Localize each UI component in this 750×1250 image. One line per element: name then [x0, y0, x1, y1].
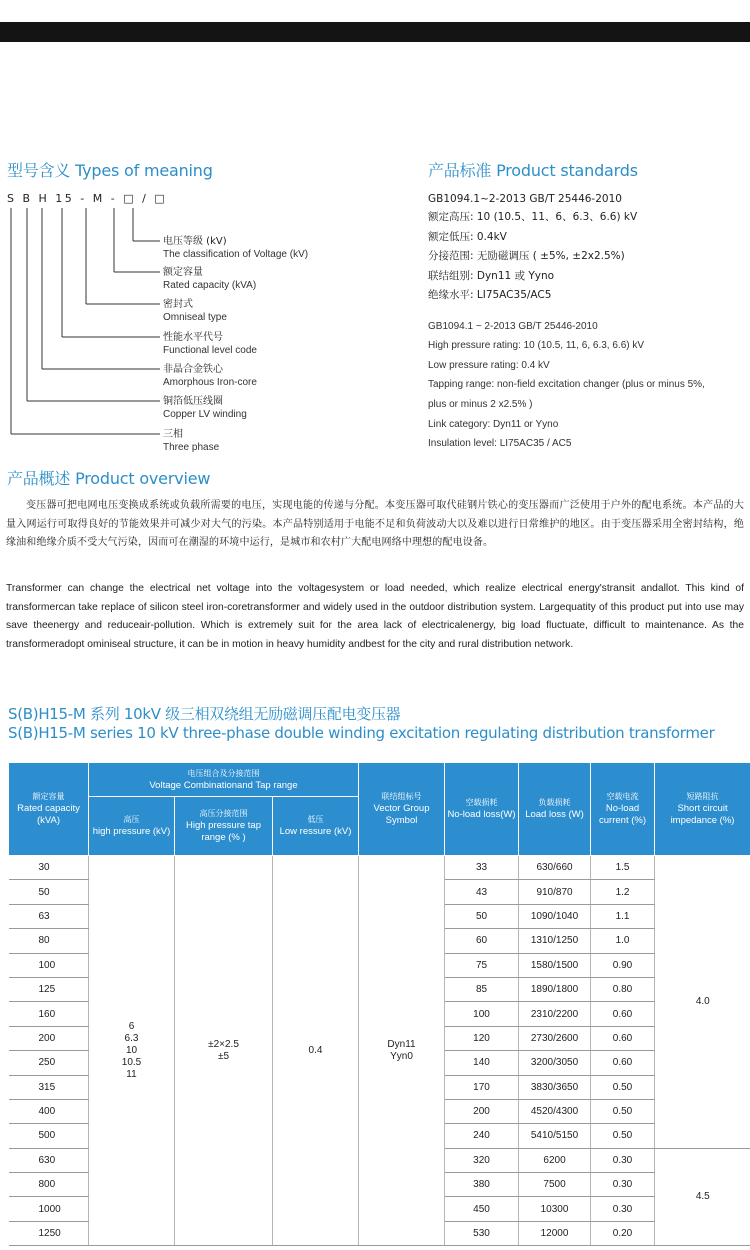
- series-title-cn: S(B)H15-M 系列 10kV 级三相双绕组无励磁调压配电变压器: [8, 705, 401, 723]
- cell-noload-loss: 140: [445, 1051, 519, 1075]
- cell-lv-value: 0.4: [273, 856, 359, 1246]
- cell-capacity: 160: [9, 1002, 89, 1026]
- model-code-diagram: [0, 0, 330, 460]
- cell-noload-current: 0.60: [591, 1051, 655, 1075]
- cell-noload-current: 0.30: [591, 1148, 655, 1172]
- cell-capacity: 200: [9, 1026, 89, 1050]
- cell-load-loss: 12000: [519, 1221, 591, 1245]
- cell-noload-loss: 100: [445, 1002, 519, 1026]
- cell-noload-current: 1.2: [591, 880, 655, 904]
- cell-capacity: 630: [9, 1148, 89, 1172]
- legend-omniseal-cn: 密封式: [163, 299, 193, 310]
- standards-cn-line: 绝缘水平: LI75AC35/AC5: [428, 289, 552, 301]
- cell-capacity: 250: [9, 1051, 89, 1075]
- legend-phase-cn: 三相: [163, 429, 183, 440]
- cell-noload-loss: 60: [445, 929, 519, 953]
- cell-load-loss: 5410/5150: [519, 1124, 591, 1148]
- legend-level-cn: 性能水平代号: [163, 332, 223, 343]
- cell-noload-loss: 85: [445, 977, 519, 1001]
- cell-load-loss: 2730/2600: [519, 1026, 591, 1050]
- standards-en-line: GB1094.1 ~ 2-2013 GB/T 25446-2010: [428, 321, 598, 332]
- standards-cn-line: 分接范围: 无励磁调压 ( ±5%, ±2x2.5%): [428, 250, 625, 262]
- cell-noload-loss: 43: [445, 880, 519, 904]
- legend-capacity-cn: 额定容量: [163, 267, 203, 278]
- cell-capacity: 50: [9, 880, 89, 904]
- overview-text-en: Transformer can change the electrical net voltage into the voltagesystem or load needed, which realize electrical energy'stransit andallot. This kind of transformercan take replace of silicon steel iron-coretransformer and widely used in the outdoor distribution system. Largequatity of this product put into use may save theenergy and reduceair-pollution. Which is extremely suit for the area lack of electricalenergy, big load fluctuate, difficult to maintenance. As the transformeradopt ominiseal structure, it can be in motion in heavy humidity andbest for the city and rural distribution network.: [6, 583, 744, 650]
- cell-capacity: 30: [9, 856, 89, 880]
- cell-vector-values: Dyn11 Yyn0: [359, 856, 445, 1246]
- cell-hv-values: 6 6.3 10 10.5 11: [89, 856, 175, 1246]
- header-noload-current: 空载电流 No-load current (%): [591, 763, 655, 856]
- table-row: [9, 856, 750, 880]
- cell-noload-current: 1.0: [591, 929, 655, 953]
- legend-capacity-en: Rated capacity (kVA): [163, 280, 257, 291]
- cell-noload-current: 0.50: [591, 1099, 655, 1123]
- standards-en-line: Low pressure rating: 0.4 kV: [428, 360, 550, 371]
- cell-capacity: 125: [9, 977, 89, 1001]
- cell-noload-loss: 320: [445, 1148, 519, 1172]
- cell-noload-current: 0.30: [591, 1173, 655, 1197]
- spec-table: [8, 762, 750, 1246]
- cell-noload-current: 0.20: [591, 1221, 655, 1245]
- cell-noload-current: 0.60: [591, 1002, 655, 1026]
- standards-cn-line: 额定低压: 0.4kV: [428, 231, 507, 243]
- cell-noload-loss: 240: [445, 1124, 519, 1148]
- cell-load-loss: 1310/1250: [519, 929, 591, 953]
- legend-level-en: Functional level code: [163, 345, 257, 356]
- header-hv: 高压 high pressure (kV): [89, 797, 175, 856]
- standards-en-line: Link category: Dyn11 or Yyno: [428, 419, 559, 430]
- cell-noload-loss: 33: [445, 856, 519, 880]
- cell-impedance: 4.5: [655, 1148, 750, 1246]
- cell-capacity: 500: [9, 1124, 89, 1148]
- cell-noload-current: 0.80: [591, 977, 655, 1001]
- overview-text-cn: 变压器可把电网电压变换成系统或负载所需要的电压，实现电能的传递与分配。本变压器可取代硅钢片铁心的变压器而广泛使用于户外的配电系统。本产品的大量入网运行可取得良好的节能效果并可减少对大气的污染。本产品特别适用于电能不足和负荷波动大以及难以进行日常维护的地区。由于变压器采用全密封结构，绝缘油和绝缘介质不受大气污染，因而可在潮湿的环境中运行，是城市和农村广大配电网络中理想的配电设备。: [6, 500, 744, 548]
- standards-en-line: plus or minus 2 x2.5% ): [428, 399, 533, 410]
- header-load-loss: 负载损耗 Load loss (W): [519, 763, 591, 856]
- cell-capacity: 100: [9, 953, 89, 977]
- legend-winding-en: Copper LV winding: [163, 409, 247, 420]
- overview-section-title: 产品概述 Product overview: [7, 469, 211, 488]
- cell-load-loss: 10300: [519, 1197, 591, 1221]
- cell-noload-loss: 120: [445, 1026, 519, 1050]
- cell-tap-values: ±2×2.5 ±5: [175, 856, 273, 1246]
- legend-core-cn: 非晶合金铁心: [163, 364, 223, 375]
- cell-load-loss: 1890/1800: [519, 977, 591, 1001]
- cell-load-loss: 4520/4300: [519, 1099, 591, 1123]
- cell-load-loss: 910/870: [519, 880, 591, 904]
- standards-cn-line: 额定高压: 10 (10.5、11、6、6.3、6.6) kV: [428, 211, 638, 223]
- legend-phase-en: Three phase: [163, 442, 220, 453]
- header-lv: 低压 Low ressure (kV): [273, 797, 359, 856]
- cell-load-loss: 1090/1040: [519, 904, 591, 928]
- cell-impedance: 4.0: [655, 856, 750, 1149]
- cell-load-loss: 3200/3050: [519, 1051, 591, 1075]
- legend-winding-cn: 铜箔低压线圈: [163, 396, 223, 407]
- standards-cn-line: 联结组别: Dyn11 或 Yyno: [428, 270, 555, 282]
- cell-capacity: 63: [9, 904, 89, 928]
- header-vector: 联结组标号 Vector Group Symbol: [359, 763, 445, 856]
- cell-noload-current: 0.50: [591, 1075, 655, 1099]
- cell-noload-current: 0.50: [591, 1124, 655, 1148]
- cell-load-loss: 2310/2200: [519, 1002, 591, 1026]
- cell-load-loss: 6200: [519, 1148, 591, 1172]
- cell-noload-loss: 200: [445, 1099, 519, 1123]
- cell-capacity: 400: [9, 1099, 89, 1123]
- cell-noload-current: 0.60: [591, 1026, 655, 1050]
- cell-noload-loss: 450: [445, 1197, 519, 1221]
- cell-noload-loss: 75: [445, 953, 519, 977]
- legend-voltage-en: The classification of Voltage (kV): [163, 249, 309, 260]
- cell-noload-current: 0.30: [591, 1197, 655, 1221]
- cell-capacity: 800: [9, 1173, 89, 1197]
- header-capacity: 额定容量 Rated capacity (kVA): [9, 763, 89, 856]
- standards-en-line: Insulation level: LI75AC35 / AC5: [428, 438, 572, 449]
- cell-noload-loss: 170: [445, 1075, 519, 1099]
- model-code: S B H 15 - M - □ / □: [7, 192, 168, 205]
- cell-load-loss: 630/660: [519, 856, 591, 880]
- legend-voltage-cn: 电压等级 (kV): [163, 236, 227, 247]
- cell-noload-current: 1.5: [591, 856, 655, 880]
- series-title-en: S(B)H15-M series 10 kV three-phase double winding excitation regulating distribution transformer: [8, 724, 715, 742]
- cell-load-loss: 3830/3650: [519, 1075, 591, 1099]
- cell-noload-loss: 530: [445, 1221, 519, 1245]
- standards-en-line: High pressure rating: 10 (10.5, 11, 6, 6.3, 6.6) kV: [428, 340, 645, 351]
- cell-capacity: 1250: [9, 1221, 89, 1245]
- cell-capacity: 315: [9, 1075, 89, 1099]
- types-section-title: 型号含义 Types of meaning: [7, 161, 213, 180]
- header-voltage-group: 电压组合及分接范围 Voltage Combinationand Tap range: [89, 763, 359, 797]
- standards-cn-line: GB1094.1~2-2013 GB/T 25446-2010: [428, 193, 622, 205]
- header-noload-loss: 空载损耗 No-load loss(W): [445, 763, 519, 856]
- cell-noload-loss: 380: [445, 1173, 519, 1197]
- cell-capacity: 80: [9, 929, 89, 953]
- header-impedance: 短路阻抗 Short circuit impedance (%): [655, 763, 750, 856]
- cell-noload-current: 1.1: [591, 904, 655, 928]
- legend-omniseal-en: Omniseal type: [163, 312, 227, 323]
- standards-en-line: Tapping range: non-field excitation changer (plus or minus 5%,: [428, 379, 705, 390]
- header-tap: 高压分接范围 High pressure tap range (% ): [175, 797, 273, 856]
- cell-noload-loss: 50: [445, 904, 519, 928]
- cell-capacity: 1000: [9, 1197, 89, 1221]
- cell-noload-current: 0.90: [591, 953, 655, 977]
- cell-load-loss: 1580/1500: [519, 953, 591, 977]
- cell-load-loss: 7500: [519, 1173, 591, 1197]
- standards-section-title: 产品标准 Product standards: [428, 161, 638, 180]
- legend-core-en: Amorphous Iron-core: [163, 377, 257, 388]
